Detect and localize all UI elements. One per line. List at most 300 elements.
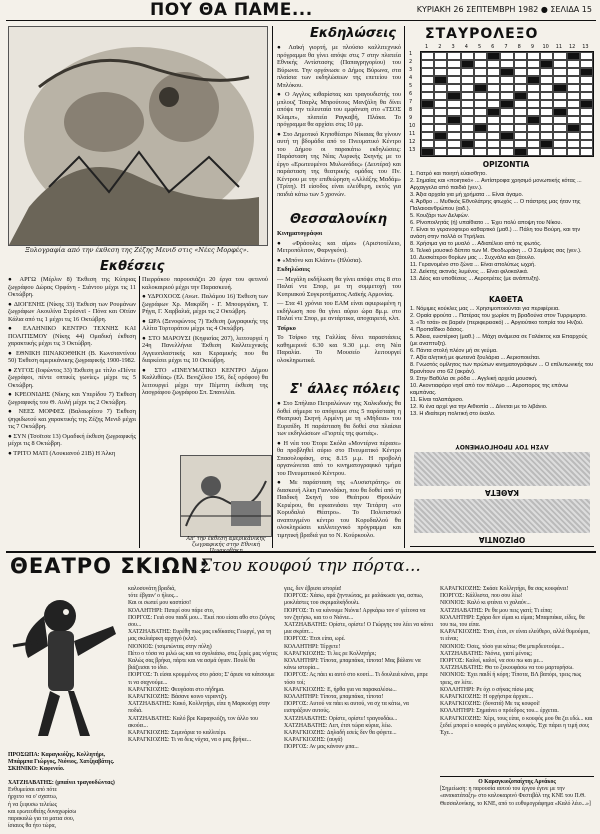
crossword-block-cell — [474, 84, 487, 92]
exhibition-item: ● ΣΤΟ ΜΑΡΟΥΣΙ (Κηφισίας 207), λειτουργεί η 24η Πανελλήνια Έκθεση Καλλιτεχνικής Αγγειοπλαστικής και Κεραμικής που θα διαρκέσει μέχρι τις 10 Οκτώβρη. — [142, 334, 268, 364]
crossword-cell — [553, 116, 566, 124]
other-cities-item: ● Με παράσταση της «Λυσιστράτης» σε διασκευή Αλκη Γιαννιδάκη, που θα δοθεί από τη Παιδική Σκηνή του Θεάτρου Θρουλών Κεριέρου, θα εγκαινιάσει την Τετάρτη «το Κορυδαλιό Θέατρο». Το Πολιτιστικό αναπτυγμένο κέντρο του Κορυδαλλού θα ολοκληρώσει καλλιτεχνικό πρόγραμμα και τιμητική βραδιά για το Ν. Κούρκουλο. — [277, 479, 401, 539]
crossword-cell — [567, 140, 580, 148]
crossword-cell — [553, 92, 566, 100]
crossword-cell — [421, 52, 434, 60]
clue: 4. Άρθρο ... Μυθικός Εθνολάτρης φτωχός ... Ο πάστρης μας ήταν της Παλαιοανθρώπου (αιδ.). — [410, 199, 581, 212]
crossword-cell — [421, 76, 434, 84]
masthead-rule — [6, 20, 596, 21]
crossword-cell — [434, 100, 447, 108]
crossword-cell — [540, 84, 553, 92]
woodcut-photo — [8, 26, 268, 246]
crossword-col-number: 6 — [491, 44, 495, 50]
crossword-block-cell — [580, 68, 593, 76]
crossword-cell — [474, 76, 487, 84]
crossword-cell — [461, 132, 474, 140]
exhibition-item: ● ΖΥΓΟΣ (Ιοφώντος 33) Έκθεση με τίτλο «Πέντε ζωγράφοι, πέντε οπτικές γωνίες» μέχρι τις 5 Οκτώβρη. — [8, 366, 136, 389]
script-line: ΝΙΟΝΙΟΣ: Καλό κι φτάνει νι χαλαύν... — [440, 600, 531, 607]
exhibition-item: ● ΩΡΑ (Ξενοφώντος 7) Έκθεση ζωγραφικής της Αλίτα Τορτοράτου μέχρι τις 4 Οκτώβρη. — [142, 317, 268, 332]
crossword-row-number: 9 — [409, 115, 413, 121]
crossword-cell — [567, 60, 580, 68]
crossword-cell — [514, 140, 527, 148]
script-line: ΝΙΟΝΙΟΣ: Όσες, τόσο για κάτω; Θα μπερδευτούμε... — [440, 643, 565, 650]
crossword-cell — [474, 68, 487, 76]
theatre-col-1 — [8, 780, 124, 830]
script-line: παρακαλώ για τα ματια σου, — [8, 816, 75, 823]
clue: 10. Δυσκέτεροι θορίων μας ... Συχνάλα και ζάουλο. — [410, 255, 536, 261]
crossword-col-number: 8 — [517, 44, 521, 50]
clue: 2. Σημαίας και «ποιητικό» ... Αντίστροφα χρησιμό μονωπικής κότας ... Αρχαγγελα από παιδιά (γεν.). — [410, 178, 582, 191]
crossword-row-number: 12 — [409, 139, 416, 145]
crossword-cell — [487, 76, 500, 84]
clue: 10. Ακοντιαφόρο νησί από τον πόλεμο ... Αεροπορος της επάνω καμπάνας. — [410, 383, 569, 396]
crossword-cell — [474, 100, 487, 108]
clue: 12. Δείκτης ακτινάς λυμένος ... Είναι φιλοκαλικά. — [410, 269, 529, 275]
crossword-cell — [540, 132, 553, 140]
exhibitions-col-1 — [8, 276, 136, 459]
crossword-cell — [447, 84, 460, 92]
crossword-block-cell — [500, 100, 513, 108]
crossword-col-number: 4 — [464, 44, 468, 50]
crossword-cell — [567, 132, 580, 140]
script-line: ΚΑΡΑΓΚΙΟΖΗΣ: Τι να δεις νύχτα, να ο μας βρήκε... — [128, 737, 252, 744]
crossword-cell — [580, 92, 593, 100]
painting-illustration — [181, 456, 271, 536]
clue: 7. Είναι το γερανοφτερο καθαρτικό (μαθ.) ... Πάλη του Βούρη, και την ανάση στην πολλά οι Ττρήλιαι. — [410, 227, 581, 240]
crossword-cell — [527, 124, 540, 132]
crossword-cell — [461, 92, 474, 100]
crossword-cell — [434, 52, 447, 60]
script-line: ΝΙΟΝΙΟΣ: (τσιμπώντας στην πύλη) — [128, 643, 212, 650]
woodcut-illustration — [9, 27, 267, 245]
script-line: ΠΟΡΓΟΣ: Ας πάει κι αυτό στο κουτί... Τι δουλειά κάνει, μπρε τόσο τοί; — [284, 672, 428, 686]
exhibitions-col-2 — [142, 276, 268, 399]
crossword-cell — [553, 140, 566, 148]
crossword-block-cell — [540, 140, 553, 148]
crossword-row-number: 5 — [409, 83, 413, 89]
script-line: Ενθυμείσαι από πότε — [8, 787, 57, 794]
crossword-cell — [474, 52, 487, 60]
crossword-cell — [527, 52, 540, 60]
crossword-cell — [540, 68, 553, 76]
crossword-cell — [540, 108, 553, 116]
crossword-cell — [527, 108, 540, 116]
thessaloniki-text — [277, 230, 401, 366]
crossword-cell — [434, 116, 447, 124]
crossword-cell — [421, 108, 434, 116]
script-line: ΚΟΛΛΗΤΗΡΙ: Τέρχετε! — [284, 643, 341, 650]
crossword-cell — [567, 84, 580, 92]
crossword-block-cell — [553, 108, 566, 116]
script-line: ΠΟΡΓΟΣ: Καλοί, καλοί, να σου πω και με... — [440, 658, 544, 665]
exhibition-item: ● ΕΘΝΙΚΗ ΠΙΝΑΚΟΘΗΚΗ (Β. Κωνσταντίνου 50) Έκθεση αμερικάνικης ζωγραφικής 1900-1982. — [8, 349, 136, 364]
crossword-cell — [580, 124, 593, 132]
thessaloniki-item: — Μεγάλη εκδήλωση θα γίνει απόψε στις 8 στο Παλαί ντε Σπορ, με τη συμμετοχή του Κυπριακού Συγκροτήματος Λαϊκής Αρμονίας. — [277, 275, 401, 298]
crossword-col-number: 10 — [542, 44, 549, 50]
crossword-cell — [487, 92, 500, 100]
clue: 1. Γιατρό και ποιητή εύαισθητο. — [410, 171, 487, 177]
crossword-cell — [421, 60, 434, 68]
crossword-cell — [474, 92, 487, 100]
crossword-cell — [434, 140, 447, 148]
crossword-col-number: 3 — [451, 44, 455, 50]
crossword-cell — [461, 124, 474, 132]
exhibition-item: ● ΣΥΝ (Τσοϊτσα 13) Ομαδική έκθεση ζωγραφικής μέχρι τις 8 Οκτώβρη. — [8, 432, 136, 447]
answers-text-across — [414, 499, 590, 533]
crossword-block-cell — [487, 108, 500, 116]
events-heading: Εκδηλώσεις — [310, 26, 396, 41]
script-line: τότε έβγαιν' ο ήλιος... — [128, 593, 179, 600]
woodcut-caption: Ξυλογραφία από την έκθεση της Ζέζης Μενιδ στις «Νέες Μορφές». — [25, 246, 249, 254]
page-title: ΠΟΥ ΘΑ ΠΑΜΕ... — [150, 0, 313, 20]
crossword-cell — [527, 60, 540, 68]
exhibition-item: ● ΔΙΟΓΕΝΗΣ (Νίκης 33) Έκθεση των Ρουμάνων ζωγράφων Ακουλίνα Στρέσνεϊ - Πόνα και Οϊτίαν Κάλια από τις 1 μέχρι τις 16 Οκτώβρη. — [8, 300, 136, 323]
clue: 11. Είναι ταλαπάρισο. — [410, 397, 464, 403]
crossword-cell — [487, 148, 500, 156]
other-cities-item: ● Η νέα του Έτορε Σκόλα «Μοντέρνα πέρασε» θα προβληθεί αύριο στο Πνευματικό Κέντρο Σπασολοφάκη, στις 8.15 μ.μ. Η προβολή οργανώνεται από το κινηματογραφικό τμήμα του Πνευματικού Κέντρου. — [277, 439, 401, 477]
crossword-cell — [553, 68, 566, 76]
crossword-cell — [421, 84, 434, 92]
events-text — [277, 44, 401, 200]
script-line: ΚΑΡΑΓΚΙΟΖΗΣ: Δηλαδή εσείς δεν θα φύγετε... — [284, 730, 397, 737]
crossword-cell — [514, 108, 527, 116]
crossword-block-cell — [421, 148, 434, 156]
crossword-cell — [540, 52, 553, 60]
crossword-cell — [540, 92, 553, 100]
script-line: καλοσυνάτη βραδιά, — [128, 586, 176, 592]
crossword-col-numbers — [420, 44, 592, 50]
crossword-cell — [474, 60, 487, 68]
script-line: ΠΟΡΓΟΣ: Αυτού να πάει κι αυτού, να σχ τα κάτω, να εισπράξουν αυτούς. — [284, 701, 409, 715]
shadow-puppet-icon — [8, 586, 120, 746]
event-item: ● Ο Αγγλος κιθαρίστας και τραγουδιστής του μπλουζ Τσαρλς Μπρούτους Μανζάλη θα δίνει απόψε την τελευταία του εμφάνιση στο «ΤΣΟΣ Κλαμπ», πλατεία Ραγκαβή, Πλάκα. Το πρόγραμμα θα αρχίσει στις 10 μμ. — [277, 91, 401, 128]
crossword-row-number: 3 — [409, 67, 413, 73]
crossword-cell — [527, 92, 540, 100]
author-box-title: Ο Καραγκιοζοπαίχτης Αρνάκος — [478, 779, 556, 785]
answers-title: ΛΥΣΗ ΤΟΥ ΠΡΟΗΓΟΥΜΕΝΟΥ — [455, 443, 549, 450]
clue: 4. Προπαΐδικο δάσος. — [410, 327, 464, 333]
crossword-cell — [514, 84, 527, 92]
crossword-cell — [580, 148, 593, 156]
crossword-block-cell — [567, 124, 580, 132]
crossword-cell — [487, 140, 500, 148]
exhibition-item: ● ΚΡΕΟΝΙΔΗΣ (Νίκης και Υπερίδου 7) Έκθεση ζωγραφικής του Θ. Αυλή μέχρι τις 2 Οκτώβρη. — [8, 391, 136, 406]
crossword-cell — [487, 132, 500, 140]
crossword-cell — [487, 68, 500, 76]
crossword-cell — [447, 108, 460, 116]
crossword-cell — [500, 108, 513, 116]
crossword-cell — [553, 52, 566, 60]
clue: 5. Άδεια, ευιστέρικη (μαθ.) ... Μάχη ανάμεσα σε Γαλάκτος και Επαρχούς (με αναπτυξη). — [410, 334, 588, 347]
crossword-cell — [540, 76, 553, 84]
crossword-col-number: 13 — [582, 44, 589, 50]
crossword-row-number: 11 — [409, 131, 416, 137]
theatre-col-3 — [284, 586, 434, 752]
crossword-cell — [421, 68, 434, 76]
crossword-col-number: 12 — [568, 44, 576, 50]
crossword-block-cell — [580, 100, 593, 108]
crossword-cell — [514, 60, 527, 68]
crossword-cell — [553, 76, 566, 84]
author-box — [440, 776, 594, 808]
clue: 13. Η ιδιαίτερη πολιτική στο έκαλο. — [410, 411, 496, 417]
crossword-col-number: 1 — [425, 44, 429, 50]
script-line: ΚΑΡΑΓΚΙΟΖΗΣ: Έτσι, έτσι, εν είναι ελεύθερο, αλλά θυμούμαι, τι είναι; — [440, 629, 590, 643]
crossword-cell — [553, 100, 566, 108]
theatre-col-2 — [128, 586, 278, 744]
script-line: ΝΙΟΝΙΟΣ: Έχει παιδί ή κόρη; Τίποτα, ΒΛ βαπόρι, τρεις πως τρεις, αν λέτε. — [440, 672, 582, 686]
script-line: ΚΟΛΛΗΤΗΡΙ: Τίποτα, μπαμπάκα, τίποτα! Μας βάλανε να κάνω ιστορία... — [284, 658, 421, 672]
theatre-subtitle: Στου κουφού την πόρτα... — [200, 556, 421, 576]
crossword-cell — [474, 148, 487, 156]
crossword-cell — [580, 140, 593, 148]
crossword-row-number: 7 — [409, 99, 413, 105]
crossword-cell — [487, 124, 500, 132]
exhibition-item: ● ΝΕΕΣ ΜΟΡΦΕΣ (Βαλαωρίτου 7) Έκθεση ψηφιδωτού και χαρακτικής της Ζέζης Μενιδ μέχρι τις 7 Οκτώβρη. — [8, 408, 136, 430]
thessaloniki-item: Τσίρκο — [277, 324, 296, 332]
crossword-cell — [461, 108, 474, 116]
script-line: ΚΟΛΛΗΤΗΡΙ: Ρε όχι ο σήκας πίσω μας — [440, 686, 534, 693]
crossword-cell — [514, 124, 527, 132]
crossword-cell — [514, 68, 527, 76]
crossword-cell — [500, 84, 513, 92]
crossword-cell — [421, 140, 434, 148]
other-cities-heading: Σ' άλλες πόλεις — [290, 382, 400, 397]
script-line: ΚΑΡΑΓΚΙΟΖΗΣ: (δυνατά) Με τις κουφοί! — [440, 701, 540, 708]
crossword-cell — [567, 92, 580, 100]
crossword-cell — [514, 116, 527, 124]
clue: 6. Πάντα στολή πλέον μή σε γεύμα. — [410, 348, 498, 354]
down-clues — [410, 306, 594, 418]
other-cities-item: ● Στο Σπήλαιο Πετραλώνων της Χαλκιδικής θα δοθεί σήμερα το απόγευμα στις 5 παράσταση η Θεατρική Σκηνή Αρμένη με τη «Μήδεια» του Ευριπίδη. Η παράσταση θα δοθεί στα πλαίσια των εκδηλώσεων «Γιορτές της φωτιάς». — [277, 400, 401, 437]
crossword-cell — [447, 76, 460, 84]
script-line: ΚΑΡΑΓΚΙΟΖΗΣ: Σεμινάρια το καλλιτέρι. — [128, 730, 227, 737]
crossword-cell — [567, 76, 580, 84]
event-item: ● Λαϊκή γιορτή, με πλούσιο καλλιτεχνικό πρόγραμμα θα γίνει απόψε στις 7 στην πλατεία Εθνικής Αντίστασης (Παπαγρηγορίου) του Βύρωνα. Την οργάνωσε ο Δήμος Βύρωνα, στα πλαίσια των εκδηλώσεων της επετείου του Μπλόκου. — [277, 44, 401, 89]
clue: 9. Στην Βαθύλα σε ρόδα ... Αγγλική αρχεία μουσική. — [410, 376, 538, 382]
crossword-cell — [540, 116, 553, 124]
crossword-cell — [421, 92, 434, 100]
clue: 13. Δέος και υποθέσεις ... Αεροτρέτες (με ανάπτυξη). — [410, 276, 541, 282]
crossword-cell — [461, 116, 474, 124]
theatre-col-4 — [440, 586, 594, 737]
crossword-block-cell — [461, 140, 474, 148]
script-line: ήρχετο να ο' σχαπτω, — [8, 794, 58, 801]
crossword-cell — [447, 68, 460, 76]
crossword-block-cell — [434, 76, 447, 84]
script-line: ΠΟΡΓΟΣ: Χάσω, αρά ζηντυώτας, με μαλάκωσε για, ασπιω, μοκλάστες του σκριμαλκήδουλι. — [284, 593, 424, 607]
crossword-cell — [527, 68, 540, 76]
column-rule — [139, 276, 140, 548]
thessaloniki-item: ● «Φράουλες και αίμα» (Αριστοτέλειο, Μετροπόλιτον, Φαρνγκόνι). — [277, 239, 401, 254]
across-heading: ΟΡΙΖΟΝΤΙΑ — [482, 160, 530, 169]
thessaloniki-item: Το Τσίρκο της Γαλλίας δίνει παραστάσεις καθημερινά 6.30 και 9.30 μ.μ. στη Νέα Παραλία. Το Μουσείο λειτουργεί ολοκληρωτικά. — [277, 334, 401, 364]
crossword-cell — [434, 60, 447, 68]
script-line: και ερωτευθείης δυναχωρίσω — [8, 808, 77, 815]
crossword-row-number: 4 — [409, 75, 413, 81]
crossword-row-number: 1 — [409, 51, 413, 57]
crossword-block-cell — [447, 92, 460, 100]
script-line: ΠΟΡΓΟΣ: Τι είσαι κρυμμένος στο ράσο; Σ' άρισε να κάτσουμε τι να σαχνούμε... — [128, 672, 275, 686]
crossword-cell — [553, 60, 566, 68]
crossword-cell — [527, 132, 540, 140]
script-line: ΚΑΡΑΓΚΙΟΖΗΣ: (αυγά) — [284, 737, 343, 744]
crossword-block-cell — [514, 148, 527, 156]
clue: 8. Χρήσιμα για το μυαλό ... Αδιατέλειο από τις φωτός. — [410, 241, 542, 247]
other-cities-text — [277, 400, 401, 541]
across-clues — [410, 171, 594, 283]
crossword-cell — [567, 148, 580, 156]
crossword-title: ΣΤΑΥΡΟΛΕΞΟ — [425, 26, 539, 42]
crossword-block-cell — [421, 100, 434, 108]
script-line: ΚΑΡΑΓΚΙΟΖΗΣ: Χέρι, τους είπα, ο κουφός μου θα ζει εδώ... και ξεδεί μπορεί ο κουφός ο μεγάλος κουφός. Έχε πάρει η τιμή σου; Έχε... — [440, 715, 593, 737]
crossword-cell — [580, 108, 593, 116]
clue: 7. Αξία αλητική με φωτεινά ξουλάρια ... Αεριοποιείται. — [410, 355, 541, 361]
thessaloniki-item: Κινηματογράφοι — [277, 230, 323, 237]
script-line: ΚΑΡΑΓΚΙΟΖΗΣ: Σκάσε Κολλητήρι, θα σας κουφάνει! — [440, 586, 569, 592]
script-line: ΚΑΡΑΓΚΙΟΖΗΣ: Η ορχήστρα άρχισε... — [440, 694, 533, 701]
clue: 3. Άξια αρχαία για μή χρήματα ... Είναι άγαμο. — [410, 192, 524, 198]
crossword-cell — [474, 108, 487, 116]
crossword-cell — [461, 68, 474, 76]
crossword-cell — [527, 84, 540, 92]
crossword-cell — [474, 116, 487, 124]
script-line: ή να ξεφυσω τελείως — [8, 801, 57, 808]
crossword-cell — [514, 100, 527, 108]
script-line: ΧΑΤΖΗΑΒΑΤΗΣ: Ευρέθη πως μας εκδίκασες Γεωργέ, για τη μας σκιλιάρικη αρχηγό (κλπ). — [128, 629, 272, 643]
crossword-cell — [500, 116, 513, 124]
script-line: ΧΑΤΖΗΑΒΑΤΗΣ: Ορίστε, ορίστε! τραγουδάω... — [284, 715, 398, 722]
clue: 11. Γερανομένο στο ζώνα ... Είναι απολύτως ωχρή. — [410, 262, 536, 268]
crossword-cell — [447, 100, 460, 108]
clue: 5. Κουζάρι των Δελφών. — [410, 213, 470, 219]
crossword-row-number: 2 — [409, 59, 413, 65]
crossword-block-cell — [500, 132, 513, 140]
script-line: ΧΑΤΖΗΑΒΑΤΗΣ: Λεπ, έτσι τώρα κύρια, λέω. — [284, 722, 393, 729]
crossword-cell — [461, 52, 474, 60]
author-box-text: [Σημείωση: η παρουσία αυτού του έργου έγινε με την «ανακατάταξη» στο καλοκαιρινό Φεστιβάλ της ΚΝΕ του Π.Θ. Θεσσαλονίκης, το ΚΝΕ, από το ευθυμογράφημα «Καλό λέιο...»] — [440, 786, 591, 807]
script-line: ΠΟΡΓΟΣ: Τι να κάνουμε Νιόνιε! Αργκάρω τον ο' γείτονα να τον ζητήσω, και το ο Νιόνιε... — [284, 607, 426, 621]
theatre-credits: ΠΡΟΣΩΠΑ: Καραγκιόζης, Κολλητήρι, Μπάρμπα Γιώργος, Νιόνιος, Χατζηαβάτης. ΣΚΗΝΙΚΟ: Καφενείο. — [8, 752, 115, 773]
script-line: Και οι σωπεί μου κασπίσο! — [128, 600, 192, 607]
script-line: ΧΑΤΖΗΑΒΑΤΗΣ: Νιόνιε, γιατί μένοις; — [440, 650, 532, 657]
crossword-col-number: 2 — [438, 44, 442, 50]
script-line: ΚΑΡΑΓΚΙΟΖΗΣ: Ε, ήρθα για να παρακαλέσω... — [284, 686, 397, 693]
script-line: ΚΟΛΛΗΤΗΡΙ: Σημαίνει ο πρόεδρος του... έρχεται. — [440, 708, 559, 715]
clue: 3. «Το τσάι» σε βαρείν (περιφερειακό) ... Αργιούτικο τοπρία του Ηνζού. — [410, 320, 584, 326]
exhibition-item: ● ΕΛΛΗΝΙΚΟ ΚΕΝΤΡΟ ΤΕΧΝΗΣ ΚΑΙ ΠΟΛΙΤΙΣΜΟΥ (Νίκης 44) Ομαδική έκθεση χαρακτικής μέχρι τις 3 Οκτώβρη. — [8, 325, 136, 347]
crossword-cell — [514, 132, 527, 140]
crossword-cell — [447, 52, 460, 60]
crossword-cell — [421, 124, 434, 132]
crossword-cell — [553, 124, 566, 132]
date-line: ΚΥΡΙΑΚΗ 26 ΣΕΠΤΕΜΒΡΗ 1982 ● ΣΕΛΙΔΑ 15 — [416, 5, 592, 14]
thessaloniki-item: — Στα 41 χρόνια του ΕΑΜ είναι αφιερωμένη η εκδήλωση που θα γίνει αύριο ώρα 8μ.μ. στο Παλαί ντε Σπορ, με αντάρτικα, αποχαιρετά, κλπ. — [277, 300, 401, 322]
crossword-cell — [567, 68, 580, 76]
down-heading: ΚΑΘΕΤΑ — [488, 295, 524, 304]
script-line: ίσιαιος θα ήτο τώρα, — [8, 823, 56, 830]
crossword-cell — [527, 100, 540, 108]
crossword-grid — [420, 51, 594, 157]
crossword-cell — [580, 60, 593, 68]
crossword-cell — [434, 108, 447, 116]
crossword-cell — [540, 148, 553, 156]
crossword-cell — [500, 148, 513, 156]
crossword-cell — [434, 84, 447, 92]
crossword-cell — [434, 92, 447, 100]
crossword-block-cell — [527, 76, 540, 84]
crossword-block-cell — [514, 92, 527, 100]
crossword-col-number: 11 — [555, 44, 563, 50]
crossword-block-cell — [527, 116, 540, 124]
script-line: ΧΑΤΖΗΑΒΑΤΗΣ: Καλό βρε Καραγκιόζη, τον άλλο του ακούει... — [128, 715, 259, 729]
crossword-cell — [434, 124, 447, 132]
crossword-cell — [500, 52, 513, 60]
crossword-cell — [500, 124, 513, 132]
crossword-cell — [553, 148, 566, 156]
crossword-col-number: 9 — [530, 44, 535, 50]
masthead — [0, 0, 600, 22]
script-line: ΠΟΡΓΟΣ: Έτσι είπα, ωρέ. — [284, 636, 346, 643]
thessaloniki-item: ● «Μπόνυ και Κλάιντ» (Ηλύσια). — [277, 256, 363, 264]
crossword-cell — [434, 68, 447, 76]
crossword-cell — [567, 116, 580, 124]
crossword-cell — [540, 100, 553, 108]
crossword-row-number: 13 — [409, 147, 416, 153]
crossword-cell — [474, 132, 487, 140]
crossword-block-cell — [434, 132, 447, 140]
crossword-cell — [567, 108, 580, 116]
answers-block — [410, 430, 594, 547]
crossword-row-numbers — [409, 51, 419, 155]
exhibition-item: ● ΑΡΓΩ (Μέρλιν 8) Έκθεση της Κύπριας ζωγράφου Δώρας Ορφάνη - Σιάντου μέχρι τις 11 Οκτώβρη. — [8, 276, 136, 298]
exhibition-item: ● ΥΔΡΟΧΟΟΣ (Ανωτ. Παλάμου 16) Έκθεση των ζωγράφων Χρ. Μακρίδη - Γ. Μπουργιάκη, Τ. Ρήγα, Γ. Χαρβαλιά, μέχρι τις 2 Οκτώβρη. — [142, 293, 268, 315]
crossword-cell — [540, 124, 553, 132]
script-line: ΚΑΡΑΓΚΙΟΖΗΣ: Φευγάσαι στο πήδημα. — [128, 686, 225, 693]
crossword-cell — [580, 132, 593, 140]
painting-caption: Απ' την έκθεση αμερικάνικης ζωγραφικής στην Εθνική Πινακοθήκη — [186, 536, 266, 554]
crossword-cell — [514, 52, 527, 60]
crossword-block-cell — [540, 60, 553, 68]
crossword-cell — [447, 124, 460, 132]
crossword-cell — [580, 116, 593, 124]
script-line: ΧΑΤΖΗΑΒΑΤΗΣ: Ρε θα μου πεις γιατί; Τι είπα; — [440, 607, 553, 614]
crossword-cell — [527, 140, 540, 148]
clue: 8. Γνωστός ομίλητος των πρώτων κινηματογράφων ... Ο επίλυτωνικής του Βρανίτουν στο 62 (ακράν). — [410, 362, 594, 375]
event-item: ● Στο Δημοτικό Κηποθέατρο Νίκαιας θα γίνουν αυτή τη βδομάδα από το Πνευματικό Κέντρο του Δήμου οι παρακάτω εκδηλώσεις: Παράσταση της Νέας Λυρικής Σκηνής με το έργο «Ερωτευμένοι Μυλωνάδες» (Δευτέρα) και παράσταση της θεατρικής ομάδας του Πν. Κέντρου με την επιθεώρηση «Αλλάξης Μαδάμ» (Τρίτη). Η είσοδος είναι ελεύθερη, εκτός για παιδιά κάτω των 5 χρονών. — [277, 130, 401, 198]
column-rule — [272, 26, 273, 548]
script-line: ΧΑΤΖΗΑΒΑΤΗΣ: (μπαίνει τραγουδώντας) — [8, 780, 115, 786]
crossword-cell — [500, 76, 513, 84]
answers-text-down — [414, 452, 590, 486]
script-line: ΚΟΛΛΗΤΗΡΙ: Τίποτα, μπαμπάκα, τίποτα! — [284, 694, 384, 701]
script-line: ΚΟΛΛΗΤΗΡΙ: Σχάρα δεν είμαι κι είμαι; Μπαμπάκα, είδες, θα του πω, του είπα. — [440, 614, 585, 629]
clue: 2. Οραία φρούτα ... Πατέρας του χωρίσε τη βραδούνα στον Τυρριμορτο. — [410, 313, 587, 319]
script-line: γεις, δεν έβρισα ιστορία! — [284, 586, 342, 592]
exhibitions-heading: Εκθέσεις — [100, 259, 165, 274]
clue: 9. Τελικό μουσικό δέπιτο των Μ. Θεοδωράκη ... Ο Σαμίρας σας (γεν.). — [410, 248, 582, 254]
thessaloniki-item: Εκδηλώσεις — [277, 266, 310, 273]
crossword-cell — [580, 52, 593, 60]
script-line: ΧΑΤΖΗΑΒΑΤΗΣ: Ορίστε, ορίστε! Ο Γιώργης του λέει να κάνει μια σκρίπτ... — [284, 622, 434, 636]
crossword-cell — [461, 84, 474, 92]
answers-across-label: ΟΡΙΖΟΝΤΙΑ — [478, 535, 526, 544]
crossword-cell — [447, 148, 460, 156]
crossword-cell — [447, 140, 460, 148]
crossword-cell — [461, 100, 474, 108]
crossword-block-cell — [487, 52, 500, 60]
crossword-cell — [474, 140, 487, 148]
